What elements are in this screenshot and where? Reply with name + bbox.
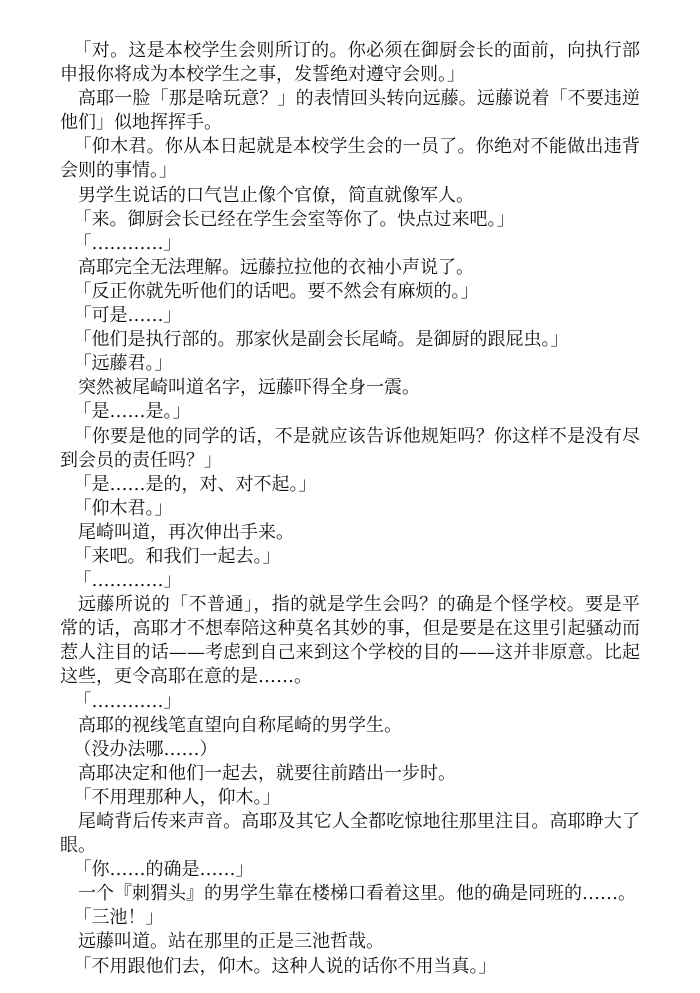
dialogue-paragraph: 「三池！」	[73, 907, 164, 929]
dialogue-paragraph: （没办法哪……）	[73, 738, 218, 760]
dialogue-paragraph: 「他们是执行部的。那家伙是副会长尾崎。是御厨的跟屁虫。」	[73, 329, 569, 351]
dialogue-paragraph: 「仰木君。你从本日起就是本校学生会的一员了。你绝对不能做出违背会则的事情。」	[60, 136, 640, 182]
dialogue-paragraph: 「可是……」	[73, 305, 182, 327]
dialogue-paragraph: 「不用理那种人，仰木。」	[73, 786, 281, 808]
dialogue-paragraph: 「远藤君。」	[73, 353, 173, 375]
dialogue-paragraph: 「仰木君。」	[73, 497, 173, 519]
narration-paragraph: 远藤所说的「不普通」，指的就是学生会吗？的确是个怪学校。要是平常的话，高耶才不想奉陪这种莫名其妙的事，但是要是在这里引起骚动而惹人注目的话——考虑到自己来到这个学校的目的——这并非原意。比起这些，更令高耶在意的是……。	[60, 594, 640, 688]
narration-paragraph: 突然被尾崎叫道名字，远藤吓得全身一震。	[78, 377, 420, 399]
narration-paragraph: 高耶决定和他们一起去，就要往前踏出一步时。	[78, 762, 456, 784]
narration-paragraph: 高耶的视线笔直望向自称尾崎的男学生。	[78, 714, 402, 736]
narration-paragraph: 尾崎叫道，再次伸出手来。	[78, 521, 294, 543]
narration-paragraph: 高耶完全无法理解。远藤拉拉他的衣袖小声说了。	[78, 256, 474, 278]
dialogue-paragraph: 「来。御厨会长已经在学生会室等你了。快点过来吧。」	[73, 208, 515, 230]
dialogue-paragraph: 「反正你就先听他们的话吧。要不然会有麻烦的。」	[73, 280, 479, 302]
dialogue-paragraph: 「…………」	[73, 232, 182, 254]
dialogue-paragraph: 「…………」	[73, 690, 182, 712]
dialogue-paragraph: 「是……是的，对、对不起。」	[73, 473, 317, 495]
dialogue-paragraph: 「是……是。」	[73, 401, 191, 423]
novel-text-body	[60, 39, 640, 979]
dialogue-paragraph: 「不用跟他们去，仰木。这种人说的话你不用当真。」	[73, 955, 497, 977]
dialogue-paragraph: 「你……的确是……」	[73, 859, 254, 881]
narration-paragraph: 远藤叫道。站在那里的正是三池哲哉。	[78, 931, 384, 953]
dialogue-paragraph: 「对。这是本校学生会则所订的。你必须在御厨会长的面前，向执行部申报你将成为本校学生之事，发誓绝对遵守会则。」	[60, 40, 640, 86]
narration-paragraph: 尾崎背后传来声音。高耶及其它人全都吃惊地往那里注目。高耶睁大了眼。	[60, 811, 640, 857]
narration-paragraph: 男学生说话的口气岂止像个官僚，简直就像军人。	[78, 184, 474, 206]
dialogue-paragraph: 「来吧。和我们一起去。」	[73, 545, 281, 567]
narration-paragraph: 一个『刺猬头』的男学生靠在楼梯口看着这里。他的确是同班的……。	[78, 883, 636, 905]
dialogue-paragraph: 「…………」	[73, 570, 182, 592]
dialogue-paragraph: 「你要是他的同学的话，不是就应该告诉他规矩吗？你这样不是没有尽到会员的责任吗？」	[60, 425, 640, 471]
narration-paragraph: 高耶一脸「那是啥玩意？」的表情回头转向远藤。远藤说着「不要违逆他们」似地挥挥手。	[60, 88, 640, 134]
